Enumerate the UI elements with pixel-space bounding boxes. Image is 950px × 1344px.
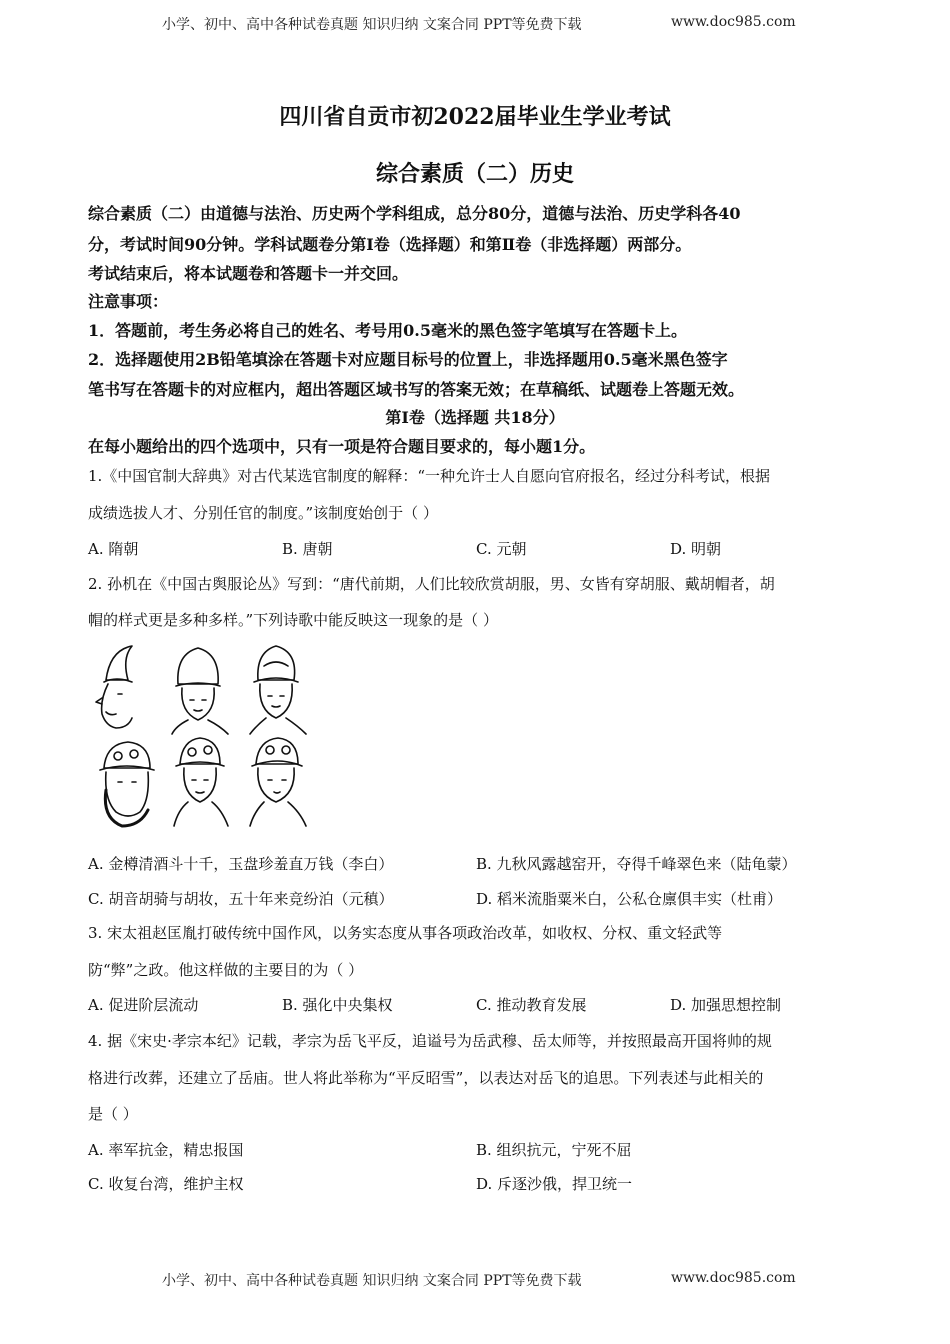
hat-figure-5 xyxy=(174,738,228,826)
q4-option-b: B. 组织抗元，宁死不屈 xyxy=(476,1141,632,1159)
section-title: 第Ⅰ卷（选择题 共18分） xyxy=(385,408,565,427)
q2-option-b: B. 九秋风露越窑开，夺得千峰翠色来（陆龟蒙） xyxy=(476,855,797,873)
question-1-text: 成绩选拔人才、分别任官的制度。”该制度始创于（ ） xyxy=(88,504,438,522)
hat-figure-6 xyxy=(250,738,306,826)
q2-option-c: C. 胡音胡骑与胡妆，五十年来竞纷泊（元稹） xyxy=(88,890,394,908)
header-site-link[interactable]: www.doc985.com xyxy=(671,14,796,30)
question-3-text: 3. 宋太祖赵匡胤打破传统中国作风，以务实态度从事各项政治改革，如收权、分权、重文轻武等 xyxy=(88,924,723,942)
q1-option-d: D. 明朝 xyxy=(670,540,722,558)
hu-hats-illustration xyxy=(88,640,346,840)
notice-item: 1．答题前，考生务必将自己的姓名、考号用0.5毫米的黑色签字笔填写在答题卡上。 xyxy=(88,321,687,340)
q2-option-a: A. 金樽清酒斗十千，玉盘珍羞直万钱（李白） xyxy=(88,855,394,873)
question-4-text: 格进行改葬，还建立了岳庙。世人将此举称为“平反昭雪”，以表达对岳飞的追思。下列表述与此相关的 xyxy=(88,1069,764,1087)
header-text: 小学、初中、高中各种试卷真题 知识归纳 文案合同 PPT等免费下载 xyxy=(162,17,582,33)
intro-line: 考试结束后，将本试题卷和答题卡一并交回。 xyxy=(88,264,409,283)
section-instruction: 在每小题给出的四个选项中，只有一项是符合题目要求的，每小题1分。 xyxy=(88,437,596,456)
q3-option-d: D. 加强思想控制 xyxy=(670,996,782,1014)
question-2-text: 2. 孙机在《中国古舆服论丛》写到：“唐代前期，人们比较欣赏胡服，男、女皆有穿胡服、戴胡帽者，胡 xyxy=(88,575,775,593)
notice-title: 注意事项： xyxy=(88,292,169,311)
footer-text: 小学、初中、高中各种试卷真题 知识归纳 文案合同 PPT等免费下载 xyxy=(162,1273,582,1289)
q4-option-d: D. 斥逐沙俄，捍卫统一 xyxy=(476,1175,633,1193)
hat-figure-2 xyxy=(172,648,228,734)
question-1-text: 1.《中国官制大辞典》对古代某选官制度的解释：“一种允许士人自愿向官府报名，经过分科考试，根据 xyxy=(88,467,770,485)
footer-site-link[interactable]: www.doc985.com xyxy=(671,1270,796,1286)
hat-figure-4 xyxy=(100,742,154,826)
exam-subtitle: 综合素质（二）历史 xyxy=(375,161,574,187)
q1-option-c: C. 元朝 xyxy=(476,540,527,558)
question-3-text: 防“弊”之政。他这样做的主要目的为（ ） xyxy=(88,961,364,979)
q1-option-a: A. 隋朝 xyxy=(88,540,139,558)
q1-option-b: B. 唐朝 xyxy=(282,540,333,558)
intro-line: 分，考试时间90分钟。学科试题卷分第Ⅰ卷（选择题）和第Ⅱ卷（非选择题）两部分。 xyxy=(88,235,692,254)
q4-option-c: C. 收复台湾，维护主权 xyxy=(88,1175,244,1193)
q2-option-d: D. 稻米流脂粟米白，公私仓廪俱丰实（杜甫） xyxy=(476,890,783,908)
question-4-text: 4. 据《宋史·孝宗本纪》记载，孝宗为岳飞平反，追谥号为岳武穆、岳太师等，并按照最高开国将帅的规 xyxy=(88,1032,772,1050)
hat-figure-3 xyxy=(250,646,306,734)
q4-option-a: A. 率军抗金，精忠报国 xyxy=(88,1141,244,1159)
question-2-text: 帽的样式更是多种多样。”下列诗歌中能反映这一现象的是（ ） xyxy=(88,611,498,629)
notice-item: 笔书写在答题卡的对应框内，超出答题区域书写的答案无效；在草稿纸、试题卷上答题无效。 xyxy=(88,380,745,399)
q3-option-c: C. 推动教育发展 xyxy=(476,996,587,1014)
q3-option-b: B. 强化中央集权 xyxy=(282,996,393,1014)
intro-line: 综合素质（二）由道德与法治、历史两个学科组成，总分80分，道德与法治、历史学科各40 xyxy=(88,204,741,223)
notice-item: 2．选择题使用2B铅笔填涂在答题卡对应题目标号的位置上，非选择题用0.5毫米黑色签字 xyxy=(88,350,728,369)
question-4-text: 是（ ） xyxy=(88,1105,138,1123)
hat-figure-1 xyxy=(96,646,132,728)
exam-title: 四川省自贡市初2022届毕业生学业考试 xyxy=(279,104,671,130)
q3-option-a: A. 促进阶层流动 xyxy=(88,996,199,1014)
